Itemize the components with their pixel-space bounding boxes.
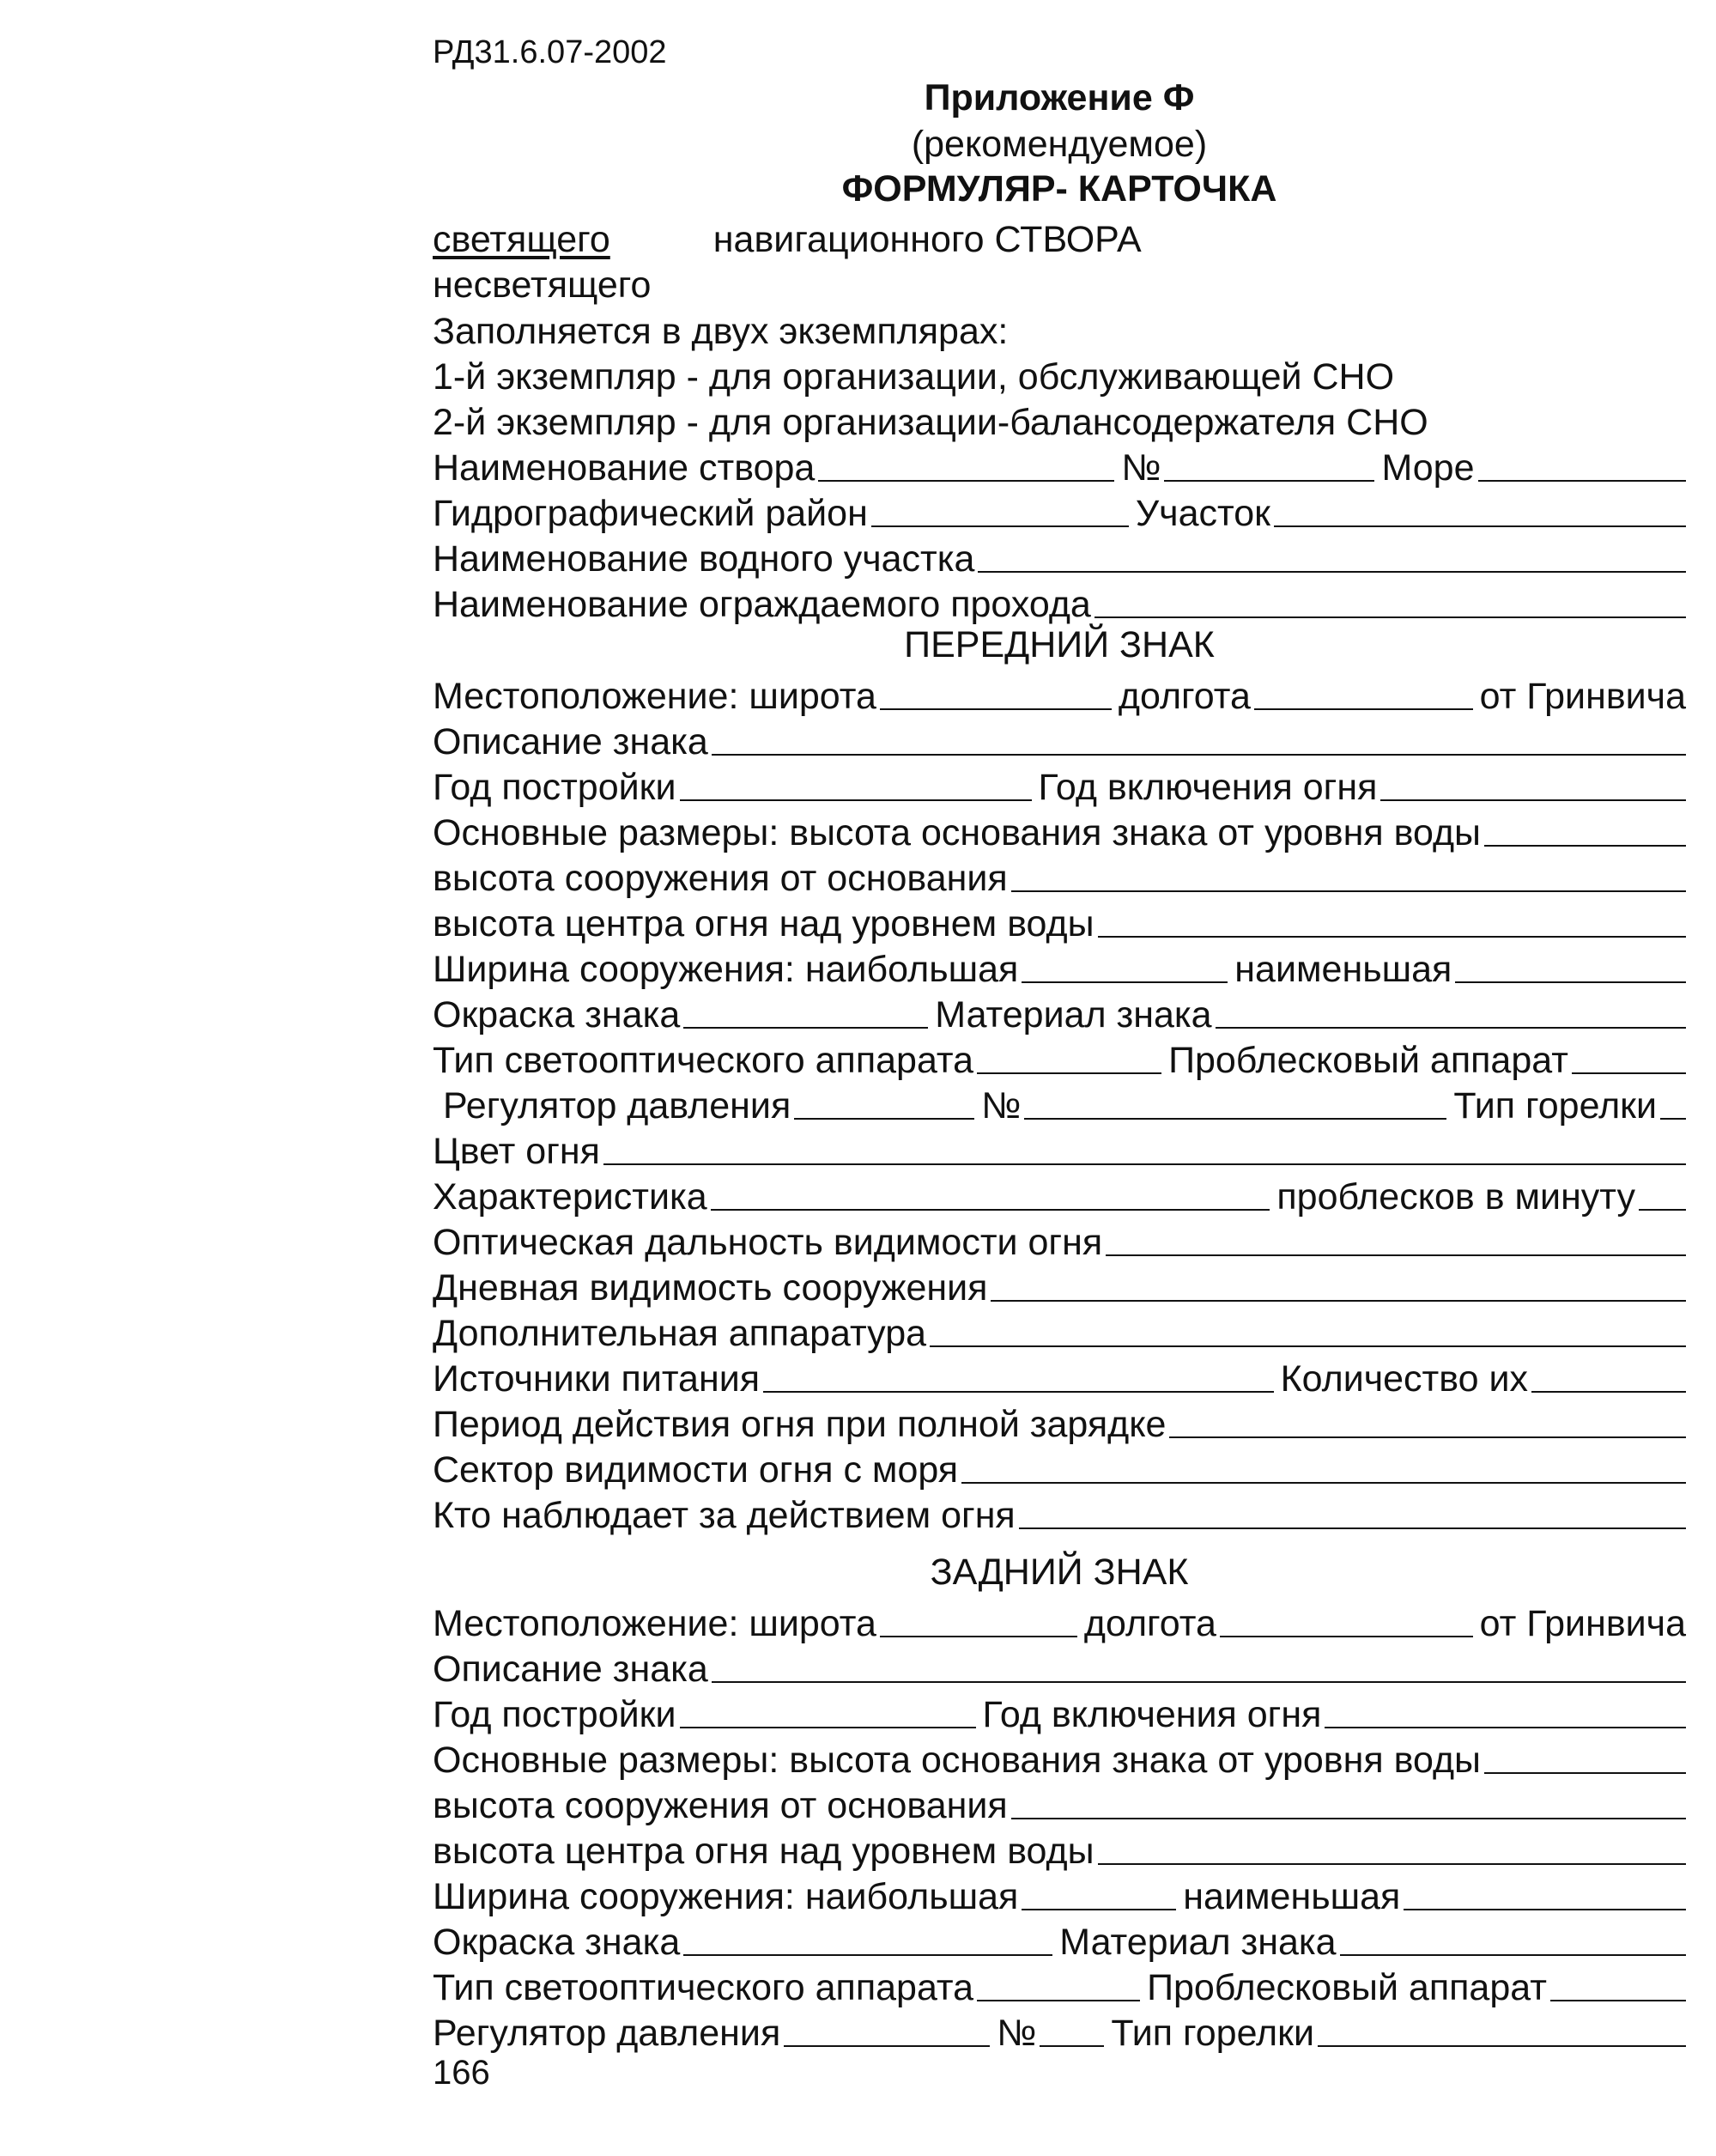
fill-note-row [433, 305, 1686, 350]
rear-width-max-field[interactable] [1022, 1908, 1176, 1910]
front-period-field[interactable] [1169, 1436, 1686, 1438]
front-light-color-row [433, 1125, 1686, 1170]
rear-width-max-label: Ширина сооружения: наибольшая [433, 1876, 1019, 1917]
rear-height-light-field[interactable] [1098, 1862, 1686, 1865]
front-year-light-field[interactable] [1380, 799, 1686, 801]
front-sector-row [433, 1443, 1686, 1489]
range-number-label: № [1121, 447, 1161, 489]
rear-regulator-field[interactable] [784, 2044, 990, 2047]
hydro-district-field[interactable] [871, 525, 1129, 527]
front-material-label: Материал знака [935, 994, 1212, 1035]
front-optic-range-label: Оптическая дальность видимости огня [433, 1222, 1103, 1263]
passage-label: Наименование ограждаемого прохода [433, 584, 1091, 625]
front-burner-label: Тип горелки [1453, 1085, 1657, 1127]
front-character-label: Характеристика [433, 1176, 707, 1218]
front-color-row [433, 988, 1686, 1034]
front-period-label: Период действия огня при полной зарядке [433, 1404, 1167, 1445]
sea-label: Море [1381, 447, 1475, 489]
front-flashes-label: проблесков в минуту [1276, 1176, 1635, 1218]
rear-description-row [433, 1643, 1686, 1688]
front-observer-field[interactable] [1019, 1527, 1686, 1529]
rear-dims-row [433, 1734, 1686, 1779]
front-sector-label: Сектор видимости огня с моря [433, 1449, 959, 1491]
front-dims-label: Основные размеры: высота основания знака от уровня воды [433, 812, 1481, 853]
copy2-text: 2-й экземпляр - для организации-балансодержателя СНО [433, 402, 1428, 443]
rear-year-row [433, 1688, 1686, 1734]
front-burner-field[interactable] [1660, 1117, 1686, 1120]
rear-height-light-label: высота центра огня над уровнем воды [433, 1831, 1094, 1872]
rear-width-min-field[interactable] [1404, 1908, 1686, 1910]
front-sign-heading: ПЕРЕДНИЙ ЗНАК [904, 624, 1215, 665]
front-latitude-label: Местоположение: широта [433, 676, 876, 717]
front-sector-field[interactable] [961, 1481, 1686, 1484]
front-description-label: Описание знака [433, 721, 708, 762]
front-power-field[interactable] [763, 1390, 1274, 1393]
rear-optic-field[interactable] [977, 1999, 1140, 2001]
rear-optic-row [433, 1961, 1686, 2007]
front-optic-field[interactable] [977, 1072, 1161, 1074]
front-latitude-field[interactable] [880, 708, 1112, 710]
range-name-row [433, 441, 1686, 487]
front-character-row [433, 1170, 1686, 1216]
front-flasher-field[interactable] [1572, 1072, 1686, 1074]
front-reg-no-label: № [981, 1085, 1022, 1127]
rear-year-light-label: Год включения огня [982, 1694, 1322, 1735]
front-character-field[interactable] [711, 1208, 1270, 1211]
rear-width-row [433, 1870, 1686, 1916]
rear-longitude-label: долгота [1083, 1603, 1216, 1644]
range-name-label: Наименование створа [433, 447, 816, 489]
front-year-light-label: Год включения огня [1038, 767, 1378, 808]
rear-location-row [433, 1597, 1686, 1643]
copy2-row [433, 396, 1686, 441]
rear-greenwich-label: от Гринвича [1479, 1603, 1686, 1644]
appendix-note: (рекомендуемое) [911, 124, 1208, 165]
front-height-light-label: высота центра огня над уровнем воды [433, 903, 1094, 944]
fill-note: Заполняется в двух экземплярах: [433, 311, 1009, 352]
front-width-min-label: наименьшая [1234, 949, 1452, 990]
front-power-count-field[interactable] [1531, 1390, 1686, 1393]
sea-field[interactable] [1478, 479, 1686, 482]
front-light-color-field[interactable] [603, 1163, 1686, 1165]
front-reg-no-field[interactable] [1024, 1117, 1446, 1120]
front-year-row [433, 761, 1686, 806]
front-day-vis-row [433, 1261, 1686, 1307]
water-area-row [433, 532, 1686, 578]
rear-color-row [433, 1916, 1686, 1961]
front-extra-row [433, 1307, 1686, 1352]
rear-color-label: Окраска знака [433, 1922, 681, 1963]
range-number-field[interactable] [1164, 479, 1374, 482]
front-width-max-field[interactable] [1022, 981, 1228, 983]
front-observer-row [433, 1489, 1686, 1534]
rear-longitude-field[interactable] [1220, 1635, 1473, 1637]
rear-width-min-label: наименьшая [1183, 1876, 1401, 1917]
front-height-light-field[interactable] [1098, 935, 1686, 938]
rear-height-struct-field[interactable] [1011, 1817, 1686, 1819]
front-power-count-label: Количество их [1280, 1358, 1528, 1400]
rear-height-struct-label: высота сооружения от основания [433, 1785, 1008, 1826]
rear-burner-field[interactable] [1318, 2044, 1686, 2047]
front-day-vis-label: Дневная видимость сооружения [433, 1267, 988, 1309]
rear-year-light-field[interactable] [1325, 1726, 1686, 1728]
front-extra-label: Дополнительная аппаратура [433, 1313, 927, 1354]
front-year-built-label: Год постройки [433, 767, 676, 808]
rear-latitude-label: Местоположение: широта [433, 1603, 876, 1644]
front-observer-label: Кто наблюдает за действием огня [433, 1495, 1016, 1536]
front-description-field[interactable] [712, 753, 1686, 756]
rear-regulator-row [433, 2007, 1686, 2052]
water-area-label: Наименование водного участка [433, 538, 975, 580]
section-field[interactable] [1274, 525, 1686, 527]
front-greenwich-label: от Гринвича [1479, 676, 1686, 717]
front-width-row [433, 943, 1686, 988]
rear-material-field[interactable] [1340, 1953, 1686, 1956]
rear-height-struct-row [433, 1779, 1686, 1825]
front-location-row [433, 670, 1686, 715]
front-height-struct-label: высота сооружения от основания [433, 858, 1008, 899]
front-regulator-row [443, 1079, 1686, 1125]
front-light-color-label: Цвет огня [433, 1131, 600, 1172]
rear-optic-label: Тип светооптического аппарата [433, 1967, 974, 2008]
front-height-struct-row [433, 852, 1686, 897]
front-color-field[interactable] [683, 1026, 928, 1029]
rear-burner-label: Тип горелки [1111, 2013, 1314, 2054]
appendix-title: Приложение Ф [924, 77, 1195, 118]
front-optic-range-row [433, 1216, 1686, 1261]
form-title: ФОРМУЛЯР- КАРТОЧКА [841, 168, 1277, 210]
front-extra-field[interactable] [930, 1345, 1686, 1347]
rear-description-field[interactable] [712, 1680, 1686, 1683]
water-area-field[interactable] [978, 570, 1686, 573]
rear-year-built-field[interactable] [680, 1726, 976, 1728]
copy1-text: 1-й экземпляр - для организации, обслуживающей СНО [433, 356, 1395, 398]
front-height-struct-field[interactable] [1011, 890, 1686, 892]
passage-field[interactable] [1094, 616, 1686, 618]
option-lit: светящего [433, 219, 610, 260]
front-power-label: Источники питания [433, 1358, 761, 1400]
front-day-vis-field[interactable] [991, 1299, 1686, 1302]
rear-reg-no-label: № [997, 2013, 1037, 2054]
range-title: навигационного СТВОРА [712, 219, 1142, 260]
rear-height-light-row [433, 1825, 1686, 1870]
rear-flasher-label: Проблесковый аппарат [1147, 1967, 1547, 2008]
front-optic-range-field[interactable] [1106, 1254, 1686, 1256]
front-power-row [433, 1352, 1686, 1398]
front-period-row [433, 1398, 1686, 1443]
front-regulator-label: Регулятор давления [443, 1085, 791, 1127]
page-number: 166 [433, 2054, 490, 2092]
front-longitude-label: долгота [1118, 676, 1251, 717]
front-regulator-field[interactable] [794, 1117, 974, 1120]
passage-row [433, 578, 1686, 623]
rear-material-label: Материал знака [1059, 1922, 1337, 1963]
rear-color-field[interactable] [683, 1953, 1052, 1956]
front-longitude-field[interactable] [1254, 708, 1473, 710]
doc-number: РД31.6.07-2002 [433, 34, 667, 70]
hydro-row [433, 487, 1686, 532]
front-flasher-label: Проблесковый аппарат [1168, 1040, 1568, 1081]
front-material-field[interactable] [1216, 1026, 1686, 1029]
copy1-row [433, 350, 1686, 396]
front-optic-row [433, 1034, 1686, 1079]
front-year-built-field[interactable] [680, 799, 1032, 801]
rear-reg-no-field[interactable] [1040, 2044, 1104, 2047]
range-type-row [433, 213, 1686, 258]
front-height-light-row [433, 897, 1686, 943]
front-width-min-field[interactable] [1455, 981, 1686, 983]
front-optic-label: Тип светооптического аппарата [433, 1040, 974, 1081]
rear-sign-heading: ЗАДНИЙ ЗНАК [930, 1552, 1189, 1593]
rear-dims-field[interactable] [1484, 1771, 1686, 1774]
front-flashes-field[interactable] [1639, 1208, 1686, 1211]
rear-dims-label: Основные размеры: высота основания знака от уровня воды [433, 1740, 1481, 1781]
section-label: Участок [1135, 493, 1270, 534]
front-dims-row [433, 806, 1686, 852]
hydro-district-label: Гидрографический район [433, 493, 868, 534]
front-dims-field[interactable] [1484, 844, 1686, 847]
rear-regulator-label: Регулятор давления [433, 2013, 781, 2054]
rear-description-label: Описание знака [433, 1649, 708, 1690]
front-description-row [433, 715, 1686, 761]
front-color-label: Окраска знака [433, 994, 681, 1035]
option-unlit: несветящего [433, 264, 652, 306]
rear-latitude-field[interactable] [880, 1635, 1077, 1637]
front-width-max-label: Ширина сооружения: наибольшая [433, 949, 1019, 990]
rear-flasher-field[interactable] [1550, 1999, 1686, 2001]
range-name-field[interactable] [818, 479, 1114, 482]
rear-year-built-label: Год постройки [433, 1694, 676, 1735]
